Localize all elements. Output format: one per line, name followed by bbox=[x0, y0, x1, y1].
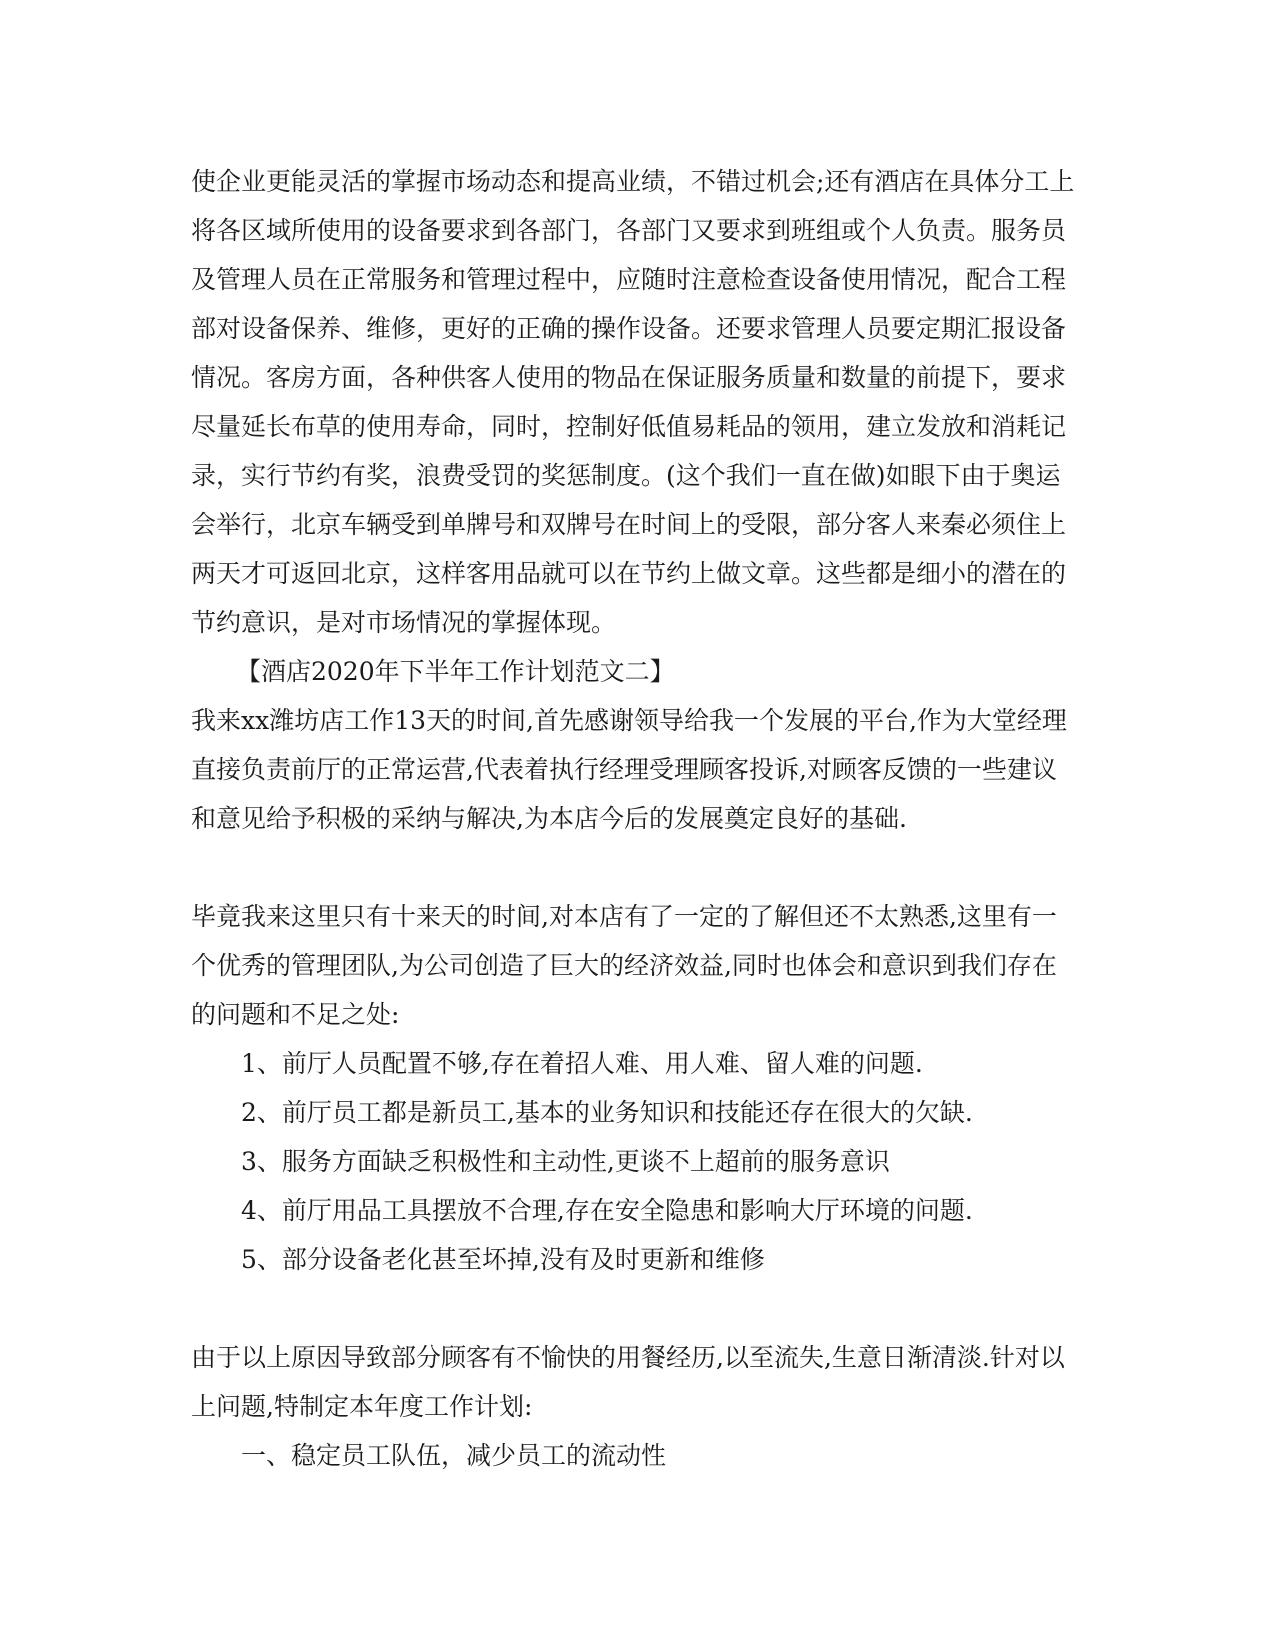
text-line: 直接负责前厅的正常运营,代表着执行经理受理顾客投诉,对顾客反馈的一些建议 bbox=[191, 755, 1057, 784]
text-line: 毕竟我来这里只有十来天的时间,对本店有了一定的了解但还不太熟悉,这里有一 bbox=[191, 902, 1057, 931]
text-line: 会举行，北京车辆受到单牌号和双牌号在时间上的受限，部分客人来秦必须住上 bbox=[191, 510, 1067, 539]
paragraph-hotel-equipment bbox=[191, 157, 1081, 647]
list-item: 3、服务方面缺乏积极性和主动性,更谈不上超前的服务意识 bbox=[241, 1147, 890, 1176]
text-line: 我来xx潍坊店工作13天的时间,首先感谢领导给我一个发展的平台,作为大堂经理 bbox=[191, 706, 1067, 735]
paragraph-problems-intro bbox=[191, 892, 1081, 1039]
problem-list bbox=[191, 1039, 1081, 1284]
text-line: 节约意识，是对市场情况的掌握体现。 bbox=[191, 608, 617, 637]
text-line: 及管理人员在正常服务和管理过程中，应随时注意检查设备使用情况，配合工程 bbox=[191, 265, 1067, 294]
paragraph-spacer bbox=[191, 843, 1081, 892]
text-line: 个优秀的管理团队,为公司创造了巨大的经济效益,同时也体会和意识到我们存在 bbox=[191, 951, 1057, 980]
text-line: 部对设备保养、维修，更好的正确的操作设备。还要求管理人员要定期汇报设备 bbox=[191, 314, 1067, 343]
list-item: 5、部分设备老化甚至坏掉,没有及时更新和维修 bbox=[241, 1245, 765, 1274]
text-line: 将各区域所使用的设备要求到各部门，各部门又要求到班组或个人负责。服务员 bbox=[191, 216, 1067, 245]
list-item: 4、前厅用品工具摆放不合理,存在安全隐患和影响大厅环境的问题. bbox=[241, 1196, 973, 1225]
paragraph-plan-intro bbox=[191, 1333, 1081, 1431]
list-item: 1、前厅人员配置不够,存在着招人难、用人难、留人难的问题. bbox=[241, 1049, 923, 1078]
text-line: 情况。客房方面，各种供客人使用的物品在保证服务质量和数量的前提下，要求 bbox=[191, 363, 1067, 392]
text-line: 的问题和不足之处: bbox=[191, 1000, 400, 1029]
paragraph-intro bbox=[191, 696, 1081, 843]
document-body bbox=[191, 157, 1081, 1480]
text-line: 使企业更能灵活的掌握市场动态和提高业绩，不错过机会;还有酒店在具体分工上 bbox=[191, 167, 1075, 196]
text-line: 和意见给予积极的采纳与解决,为本店今后的发展奠定良好的基础. bbox=[191, 804, 907, 833]
text-line: 上问题,特制定本年度工作计划: bbox=[191, 1392, 533, 1421]
text-line: 尽量延长布草的使用寿命，同时，控制好低值易耗品的领用，建立发放和消耗记 bbox=[191, 412, 1067, 441]
text-line: 录，实行节约有奖，浪费受罚的奖惩制度。(这个我们一直在做)如眼下由于奥运 bbox=[191, 461, 1061, 490]
subsection-heading: 一、稳定员工队伍，减少员工的流动性 bbox=[241, 1441, 667, 1470]
section-title: 【酒店2020年下半年工作计划范文二】 bbox=[236, 657, 675, 686]
text-line: 由于以上原因导致部分顾客有不愉快的用餐经历,以至流失,生意日渐清淡.针对以 bbox=[191, 1343, 1065, 1372]
list-item: 2、前厅员工都是新员工,基本的业务知识和技能还存在很大的欠缺. bbox=[241, 1098, 973, 1127]
paragraph-spacer bbox=[191, 1284, 1081, 1333]
text-line: 两天才可返回北京，这样客用品就可以在节约上做文章。这些都是细小的潜在的 bbox=[191, 559, 1067, 588]
